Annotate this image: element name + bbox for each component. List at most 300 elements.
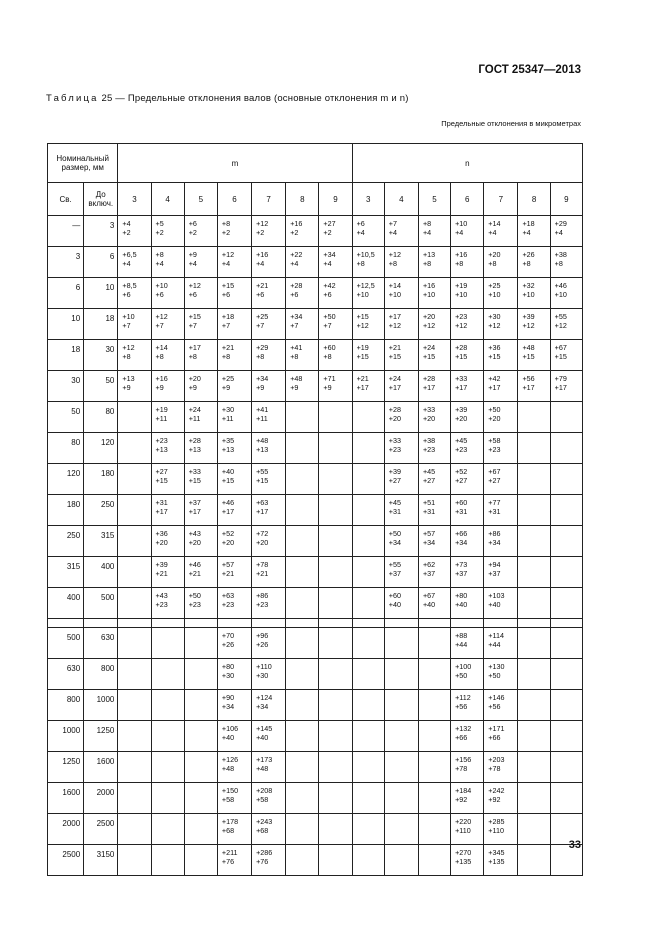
table-row bbox=[48, 690, 583, 721]
lower-deviation: +21 bbox=[188, 568, 201, 578]
upper-deviation: +18 bbox=[522, 219, 535, 228]
grade-header-n: 7 bbox=[484, 183, 518, 216]
lower-deviation: +30 bbox=[221, 670, 235, 680]
deviation-cell-m bbox=[151, 783, 184, 814]
lower-deviation: +2 bbox=[221, 227, 231, 237]
upper-deviation: +52 bbox=[455, 467, 468, 476]
upper-deviation: +12 bbox=[155, 312, 168, 321]
deviation-cell-m bbox=[286, 814, 319, 845]
deviation-cell-n bbox=[352, 247, 384, 278]
upper-deviation: +50 bbox=[388, 529, 401, 538]
lower-deviation: +10 bbox=[554, 289, 567, 299]
deviation-cell-m bbox=[184, 216, 217, 247]
deviation-cell-n bbox=[518, 433, 550, 464]
lower-deviation: +10 bbox=[388, 289, 401, 299]
deviation-cell-n bbox=[518, 690, 550, 721]
deviation-cell-m bbox=[118, 659, 151, 690]
lower-deviation: +17 bbox=[422, 382, 436, 392]
lower-deviation: +23 bbox=[256, 599, 269, 609]
lower-deviation: +15 bbox=[522, 351, 535, 361]
upper-deviation: +48 bbox=[256, 436, 269, 445]
caption-text: 25 — Предельные отклонения валов (основные отклонения m и n) bbox=[98, 93, 409, 104]
deviation-cell-n bbox=[518, 340, 550, 371]
deviation-cell-m bbox=[184, 309, 217, 340]
lower-deviation: +78 bbox=[455, 763, 468, 773]
deviation-cell-m bbox=[184, 752, 217, 783]
upper-deviation: +184 bbox=[455, 786, 472, 795]
size-from-cell: 2500 bbox=[48, 845, 84, 876]
deviation-cell-m bbox=[151, 557, 184, 588]
upper-deviation: +36 bbox=[155, 529, 168, 538]
deviation-cell-n bbox=[418, 340, 450, 371]
lower-deviation: +40 bbox=[455, 599, 468, 609]
table-gap-row bbox=[48, 619, 583, 628]
lower-deviation: +27 bbox=[388, 475, 401, 485]
size-from-cell: 50 bbox=[48, 402, 84, 433]
grade-header-m: 6 bbox=[217, 183, 251, 216]
upper-deviation: +171 bbox=[488, 724, 505, 733]
lower-deviation: +11 bbox=[188, 413, 201, 423]
deviation-cell-n bbox=[352, 659, 384, 690]
size-from-cell: 120 bbox=[48, 464, 84, 495]
deviation-cell-n bbox=[352, 814, 384, 845]
deviation-cell-m bbox=[184, 340, 217, 371]
deviation-cell-m bbox=[184, 464, 217, 495]
lower-deviation: +17 bbox=[155, 506, 168, 516]
size-to-cell: 50 bbox=[84, 371, 118, 402]
lower-deviation: +4 bbox=[522, 227, 531, 237]
lower-deviation: +48 bbox=[221, 763, 235, 773]
deviation-cell-n bbox=[518, 814, 550, 845]
deviation-cell-n bbox=[384, 495, 418, 526]
upper-deviation: +42 bbox=[488, 374, 501, 383]
table-row bbox=[48, 247, 583, 278]
deviation-cell-n bbox=[352, 433, 384, 464]
upper-deviation: +242 bbox=[488, 786, 505, 795]
upper-deviation: +56 bbox=[522, 374, 535, 383]
deviation-cell-m bbox=[286, 526, 319, 557]
deviation-cell-m bbox=[118, 433, 151, 464]
lower-deviation: +20 bbox=[388, 413, 401, 423]
deviation-cell-n bbox=[484, 464, 518, 495]
deviation-cell-m bbox=[319, 783, 352, 814]
lower-deviation: +17 bbox=[488, 382, 501, 392]
grade-header-n: 5 bbox=[418, 183, 450, 216]
lower-deviation: +31 bbox=[488, 506, 501, 516]
lower-deviation: +17 bbox=[554, 382, 567, 392]
lower-deviation: +20 bbox=[155, 537, 168, 547]
deviation-cell-m bbox=[151, 628, 184, 659]
size-from-cell: 315 bbox=[48, 557, 84, 588]
deviation-cell-n bbox=[451, 588, 484, 619]
deviation-cell-n bbox=[418, 814, 450, 845]
upper-deviation: +28 bbox=[188, 436, 201, 445]
nominal-size-header: Номинальный размер, мм bbox=[48, 144, 118, 183]
upper-deviation: +13 bbox=[422, 250, 436, 259]
table-row bbox=[48, 557, 583, 588]
lower-deviation: +9 bbox=[122, 382, 131, 392]
lower-deviation: +34 bbox=[455, 537, 468, 547]
deviation-cell-n bbox=[484, 371, 518, 402]
upper-deviation: +24 bbox=[188, 405, 201, 414]
lower-deviation: +4 bbox=[388, 227, 397, 237]
upper-deviation: +34 bbox=[323, 250, 336, 259]
upper-deviation: +26 bbox=[522, 250, 535, 259]
deviation-cell-n bbox=[484, 814, 518, 845]
deviation-cell-n bbox=[451, 433, 484, 464]
lower-deviation: +7 bbox=[122, 320, 131, 330]
deviation-cell-n bbox=[418, 721, 450, 752]
page-number: 33 bbox=[568, 839, 581, 851]
upper-deviation: +51 bbox=[422, 498, 436, 507]
upper-deviation: +16 bbox=[155, 374, 168, 383]
deviation-cell-m bbox=[151, 278, 184, 309]
lower-deviation: +26 bbox=[221, 639, 235, 649]
upper-deviation: +72 bbox=[256, 529, 269, 538]
deviation-cell-n bbox=[451, 845, 484, 876]
upper-deviation: +63 bbox=[256, 498, 269, 507]
upper-deviation: +80 bbox=[221, 662, 235, 671]
deviation-cell-m bbox=[217, 752, 251, 783]
lower-deviation: +17 bbox=[522, 382, 535, 392]
lower-deviation: +37 bbox=[422, 568, 436, 578]
lower-deviation: +9 bbox=[155, 382, 164, 392]
lower-deviation: +8 bbox=[323, 351, 332, 361]
from-header: Св. bbox=[48, 183, 84, 216]
lower-deviation: +68 bbox=[221, 825, 235, 835]
size-to-cell: 2000 bbox=[84, 783, 118, 814]
deviation-cell-m bbox=[217, 464, 251, 495]
deviation-cell-n bbox=[550, 309, 582, 340]
upper-deviation: +24 bbox=[422, 343, 436, 352]
deviation-cell-m bbox=[319, 845, 352, 876]
upper-deviation: +86 bbox=[256, 591, 269, 600]
size-to-cell: 180 bbox=[84, 464, 118, 495]
lower-deviation: +110 bbox=[488, 825, 504, 835]
lower-deviation: +56 bbox=[488, 701, 501, 711]
table-row bbox=[48, 783, 583, 814]
deviation-cell-m bbox=[252, 721, 286, 752]
lower-deviation: +68 bbox=[256, 825, 269, 835]
table-row bbox=[48, 464, 583, 495]
size-from-cell: 1000 bbox=[48, 721, 84, 752]
upper-deviation: +5 bbox=[155, 219, 164, 228]
deviation-cell-m bbox=[217, 557, 251, 588]
lower-deviation: +4 bbox=[455, 227, 464, 237]
lower-deviation: +4 bbox=[221, 258, 231, 268]
upper-deviation: +24 bbox=[388, 374, 401, 383]
deviation-cell-m bbox=[151, 402, 184, 433]
upper-deviation: +48 bbox=[290, 374, 303, 383]
lower-deviation: +9 bbox=[323, 382, 332, 392]
deviation-cell-n bbox=[550, 433, 582, 464]
deviation-cell-m bbox=[217, 588, 251, 619]
deviation-cell-m bbox=[319, 752, 352, 783]
upper-deviation: +19 bbox=[356, 343, 369, 352]
lower-deviation: +15 bbox=[221, 475, 235, 485]
lower-deviation: +4 bbox=[290, 258, 299, 268]
lower-deviation: +13 bbox=[256, 444, 269, 454]
lower-deviation: +30 bbox=[256, 670, 269, 680]
grade-header-m: 8 bbox=[286, 183, 319, 216]
deviation-cell-n bbox=[384, 783, 418, 814]
deviation-cell-n bbox=[484, 588, 518, 619]
table-row bbox=[48, 721, 583, 752]
deviation-cell-n bbox=[384, 557, 418, 588]
lower-deviation: +15 bbox=[554, 351, 567, 361]
deviation-cell-m bbox=[151, 433, 184, 464]
lower-deviation: +15 bbox=[488, 351, 501, 361]
deviation-cell-m bbox=[252, 628, 286, 659]
lower-deviation: +8 bbox=[122, 351, 131, 361]
upper-deviation: +30 bbox=[488, 312, 501, 321]
deviation-cell-m bbox=[319, 464, 352, 495]
lower-deviation: +21 bbox=[256, 568, 269, 578]
upper-deviation: +29 bbox=[256, 343, 269, 352]
grade-header-m: 4 bbox=[151, 183, 184, 216]
upper-deviation: +46 bbox=[221, 498, 235, 507]
deviation-cell-m bbox=[184, 814, 217, 845]
upper-deviation: +286 bbox=[256, 848, 273, 857]
size-to-cell: 2500 bbox=[84, 814, 118, 845]
table-row bbox=[48, 588, 583, 619]
deviation-cell-n bbox=[518, 216, 550, 247]
lower-deviation: +23 bbox=[155, 599, 168, 609]
deviation-cell-m bbox=[319, 495, 352, 526]
upper-deviation: +14 bbox=[388, 281, 401, 290]
upper-deviation: +132 bbox=[455, 724, 472, 733]
size-from-cell: 500 bbox=[48, 628, 84, 659]
upper-deviation: +45 bbox=[422, 467, 436, 476]
lower-deviation: +31 bbox=[455, 506, 468, 516]
deviation-cell-n bbox=[484, 340, 518, 371]
deviation-cell-m bbox=[184, 588, 217, 619]
table-row bbox=[48, 278, 583, 309]
size-from-cell: 1250 bbox=[48, 752, 84, 783]
lower-deviation: +10 bbox=[422, 289, 436, 299]
deviation-cell-n bbox=[550, 783, 582, 814]
deviation-cell-m bbox=[217, 495, 251, 526]
lower-deviation: +40 bbox=[488, 599, 501, 609]
deviation-cell-n bbox=[451, 526, 484, 557]
deviation-cell-m bbox=[319, 690, 352, 721]
upper-deviation: +38 bbox=[422, 436, 436, 445]
lower-deviation: +15 bbox=[188, 475, 201, 485]
deviation-cell-m bbox=[118, 845, 151, 876]
deviation-cell-m bbox=[151, 247, 184, 278]
lower-deviation: +12 bbox=[488, 320, 501, 330]
deviation-cell-m bbox=[184, 433, 217, 464]
deviation-cell-m bbox=[151, 845, 184, 876]
upper-deviation: +52 bbox=[221, 529, 235, 538]
upper-deviation: +80 bbox=[455, 591, 468, 600]
deviation-cell-n bbox=[518, 495, 550, 526]
deviation-cell-n bbox=[484, 216, 518, 247]
deviation-cell-n bbox=[352, 845, 384, 876]
upper-deviation: +50 bbox=[323, 312, 336, 321]
deviation-cell-n bbox=[550, 526, 582, 557]
lower-deviation: +20 bbox=[256, 537, 269, 547]
caption-prefix: Таблица bbox=[46, 93, 99, 104]
upper-deviation: +50 bbox=[488, 405, 501, 414]
lower-deviation: +8 bbox=[290, 351, 299, 361]
lower-deviation: +11 bbox=[256, 413, 268, 423]
lower-deviation: +66 bbox=[488, 732, 501, 742]
deviation-cell-n bbox=[484, 557, 518, 588]
lower-deviation: +2 bbox=[122, 227, 131, 237]
deviation-cell-n bbox=[518, 371, 550, 402]
deviation-cell-n bbox=[451, 278, 484, 309]
deviation-cell-n bbox=[418, 216, 450, 247]
deviation-cell-m bbox=[118, 309, 151, 340]
deviation-cell-n bbox=[384, 464, 418, 495]
deviation-cell-m bbox=[184, 495, 217, 526]
upper-deviation: +67 bbox=[422, 591, 436, 600]
lower-deviation: +2 bbox=[188, 227, 197, 237]
lower-deviation: +6 bbox=[290, 289, 299, 299]
deviation-cell-m bbox=[286, 588, 319, 619]
lower-deviation: +40 bbox=[256, 732, 269, 742]
upper-deviation: +19 bbox=[155, 405, 168, 414]
lower-deviation: +13 bbox=[188, 444, 201, 454]
size-to-cell: 1250 bbox=[84, 721, 118, 752]
lower-deviation: +4 bbox=[155, 258, 164, 268]
grade-header-n: 8 bbox=[518, 183, 550, 216]
deviation-cell-n bbox=[518, 247, 550, 278]
table-row bbox=[48, 814, 583, 845]
deviation-cell-m bbox=[118, 526, 151, 557]
upper-deviation: +33 bbox=[422, 405, 436, 414]
upper-deviation: +146 bbox=[488, 693, 505, 702]
lower-deviation: +17 bbox=[356, 382, 369, 392]
lower-deviation: +10 bbox=[522, 289, 535, 299]
deviation-cell-n bbox=[550, 340, 582, 371]
size-to-cell: 1600 bbox=[84, 752, 118, 783]
deviation-cell-n bbox=[484, 247, 518, 278]
deviation-cell-m bbox=[286, 216, 319, 247]
deviation-cell-m bbox=[252, 340, 286, 371]
size-from-cell: 3 bbox=[48, 247, 84, 278]
lower-deviation: +8 bbox=[422, 258, 432, 268]
deviation-cell-n bbox=[418, 845, 450, 876]
upper-deviation: +94 bbox=[488, 560, 501, 569]
upper-deviation: +28 bbox=[290, 281, 303, 290]
upper-deviation: +220 bbox=[455, 817, 472, 826]
lower-deviation: +7 bbox=[256, 320, 265, 330]
group-m-header: m bbox=[118, 144, 352, 183]
upper-deviation: +34 bbox=[256, 374, 269, 383]
to-header: До включ. bbox=[84, 183, 118, 216]
lower-deviation: +31 bbox=[422, 506, 436, 516]
size-to-cell: 10 bbox=[84, 278, 118, 309]
lower-deviation: +15 bbox=[256, 475, 269, 485]
deviation-cell-m bbox=[151, 659, 184, 690]
upper-deviation: +41 bbox=[256, 405, 269, 414]
deviation-cell-m bbox=[286, 495, 319, 526]
deviation-cell-m bbox=[286, 783, 319, 814]
upper-deviation: +36 bbox=[488, 343, 501, 352]
deviation-cell-m bbox=[319, 402, 352, 433]
lower-deviation: +23 bbox=[388, 444, 401, 454]
upper-deviation: +57 bbox=[221, 560, 235, 569]
deviation-cell-m bbox=[151, 495, 184, 526]
upper-deviation: +38 bbox=[554, 250, 567, 259]
deviation-cell-n bbox=[484, 783, 518, 814]
size-to-cell: 120 bbox=[84, 433, 118, 464]
deviation-cell-m bbox=[286, 557, 319, 588]
lower-deviation: +20 bbox=[488, 413, 501, 423]
deviation-cell-m bbox=[217, 628, 251, 659]
upper-deviation: +43 bbox=[155, 591, 168, 600]
deviation-cell-n bbox=[418, 557, 450, 588]
lower-deviation: +40 bbox=[422, 599, 436, 609]
lower-deviation: +34 bbox=[488, 537, 501, 547]
lower-deviation: +7 bbox=[221, 320, 231, 330]
upper-deviation: +55 bbox=[554, 312, 567, 321]
deviation-cell-n bbox=[518, 557, 550, 588]
lower-deviation: +12 bbox=[522, 320, 535, 330]
deviation-cell-n bbox=[451, 659, 484, 690]
upper-deviation: +20 bbox=[488, 250, 501, 259]
deviation-cell-m bbox=[252, 526, 286, 557]
grade-header-n: 6 bbox=[451, 183, 484, 216]
deviation-cell-n bbox=[451, 309, 484, 340]
upper-deviation: +126 bbox=[221, 755, 239, 764]
deviation-cell-m bbox=[217, 690, 251, 721]
upper-deviation: +55 bbox=[256, 467, 269, 476]
upper-deviation: +8 bbox=[422, 219, 432, 228]
deviation-cell-m bbox=[286, 659, 319, 690]
size-from-cell: 6 bbox=[48, 278, 84, 309]
deviation-cell-n bbox=[451, 752, 484, 783]
grade-header-m: 9 bbox=[319, 183, 352, 216]
size-from-cell: 180 bbox=[48, 495, 84, 526]
upper-deviation: +12 bbox=[188, 281, 201, 290]
size-from-cell: 2000 bbox=[48, 814, 84, 845]
upper-deviation: +27 bbox=[323, 219, 336, 228]
table-row bbox=[48, 340, 583, 371]
deviation-cell-m bbox=[118, 464, 151, 495]
size-from-cell: 800 bbox=[48, 690, 84, 721]
deviation-cell-n bbox=[451, 216, 484, 247]
lower-deviation: +8 bbox=[488, 258, 497, 268]
lower-deviation: +12 bbox=[388, 320, 401, 330]
lower-deviation: +20 bbox=[422, 413, 436, 423]
deviation-cell-n bbox=[418, 464, 450, 495]
deviation-cell-n bbox=[550, 752, 582, 783]
deviation-cell-m bbox=[252, 216, 286, 247]
upper-deviation: +9 bbox=[188, 250, 197, 259]
table-row bbox=[48, 371, 583, 402]
deviation-cell-m bbox=[286, 371, 319, 402]
deviation-cell-m bbox=[184, 247, 217, 278]
size-from-cell: 80 bbox=[48, 433, 84, 464]
lower-deviation: +8 bbox=[522, 258, 531, 268]
deviation-cell-n bbox=[451, 814, 484, 845]
deviation-cell-n bbox=[418, 309, 450, 340]
deviation-cell-n bbox=[418, 495, 450, 526]
lower-deviation: +44 bbox=[488, 639, 501, 649]
upper-deviation: +16 bbox=[256, 250, 269, 259]
deviation-cell-m bbox=[217, 309, 251, 340]
deviation-cell-m bbox=[151, 588, 184, 619]
upper-deviation: +243 bbox=[256, 817, 273, 826]
upper-deviation: +8,5 bbox=[122, 281, 137, 290]
deviation-cell-n bbox=[384, 371, 418, 402]
deviation-cell-n bbox=[384, 278, 418, 309]
deviation-cell-n bbox=[418, 402, 450, 433]
deviation-cell-m bbox=[151, 752, 184, 783]
